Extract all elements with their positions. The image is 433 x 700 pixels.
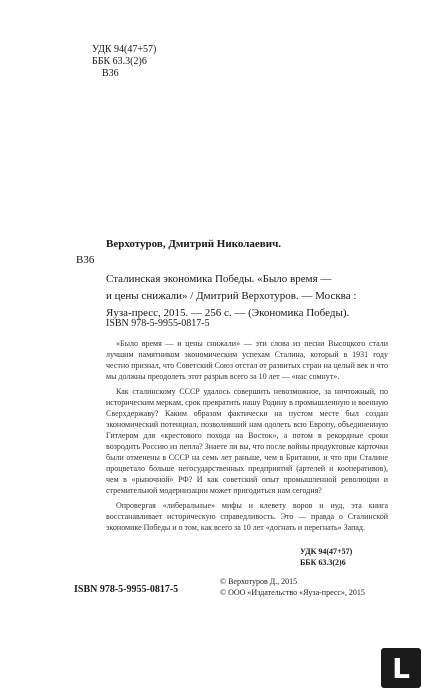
copyright-block [220, 576, 365, 598]
record-author-sign: В36 [76, 254, 95, 266]
publisher-logo-icon [381, 648, 421, 688]
udk-code: УДК 94(47+57) [92, 44, 157, 55]
logo-letter: L [392, 651, 410, 685]
author-sign: В36 [102, 68, 119, 79]
bibliographic-line-2: и цены снижали» / Дмитрий Верхотуров. — Москва : [106, 290, 357, 302]
bottom-isbn: ISBN 978-5-9955-0817-5 [74, 584, 179, 595]
record-author: Верхотуров, Дмитрий Николаевич. [106, 238, 282, 250]
top-classification-block [92, 44, 156, 80]
annotation-paragraph-3: Опровергая «либеральные» мифы и клевету воров и иуд, эта книга восстанавливает историческую справедливость. Это — правда о Сталинской экономике Победы и о том, как всего за 10 лет «догнать и перегнать» Запад. [106, 501, 388, 532]
bibliographic-line-3: Яуза-пресс, 2015. — 256 с. — (Экономика Победы). [106, 307, 350, 319]
copyright-publisher: © ООО «Издательство «Яуза-пресс», 2015 [220, 588, 365, 597]
bottom-classification-block [300, 546, 352, 568]
bottom-bbk-code: ББК 63.3(2)6 [300, 558, 346, 567]
record-isbn: ISBN 978-5-9955-0817-5 [106, 318, 210, 329]
bibliographic-description [106, 254, 388, 322]
annotation [106, 338, 388, 533]
annotation-paragraph-2: Как сталинскому СССР удалось совершить невозможное, за ничтожный, по историческим меркам, срок превратить нашу Родину в промышленную и военную Сверхдержаву? Каким образом фактически на пустом месте был создан экономический потенциал, позволивший нам одолеть всю Европу, объединенную Гитлером для «крестового похода на Восток», а потом в рекордные сроки возродить Россию из пепла? Знаете ли вы, что после войны продуктовые карточки были отменены в СССР на семь лет раньше, чем в Британии, и что при Сталине процветало больше негосударственных предприятий (артелей и кооперативов), чем в «рыночной» РФ? И как советский опыт промышленной революции и стремительной модернизации может пригодиться нам сегодня? [106, 387, 388, 495]
bibliographic-line-1: Сталинская экономика Победы. «Было время — [106, 273, 332, 285]
annotation-paragraph-1: «Было время — и цены снижали» — эти слова из песни Высоцкого стали лучшим памятником экономическим успехам Сталина, который в 1931 году честно признал, что Советский Союз отстал от развитых стран на целый век и что мы должны преодолеть этот разрыв всего за 10 лет — «нас сомнут». [106, 339, 388, 381]
bottom-udk-code: УДК 94(47+57) [300, 547, 353, 556]
bbk-code: ББК 63.3(2)6 [92, 56, 147, 67]
copyright-author: © Верхотуров Д., 2015 [220, 577, 298, 586]
